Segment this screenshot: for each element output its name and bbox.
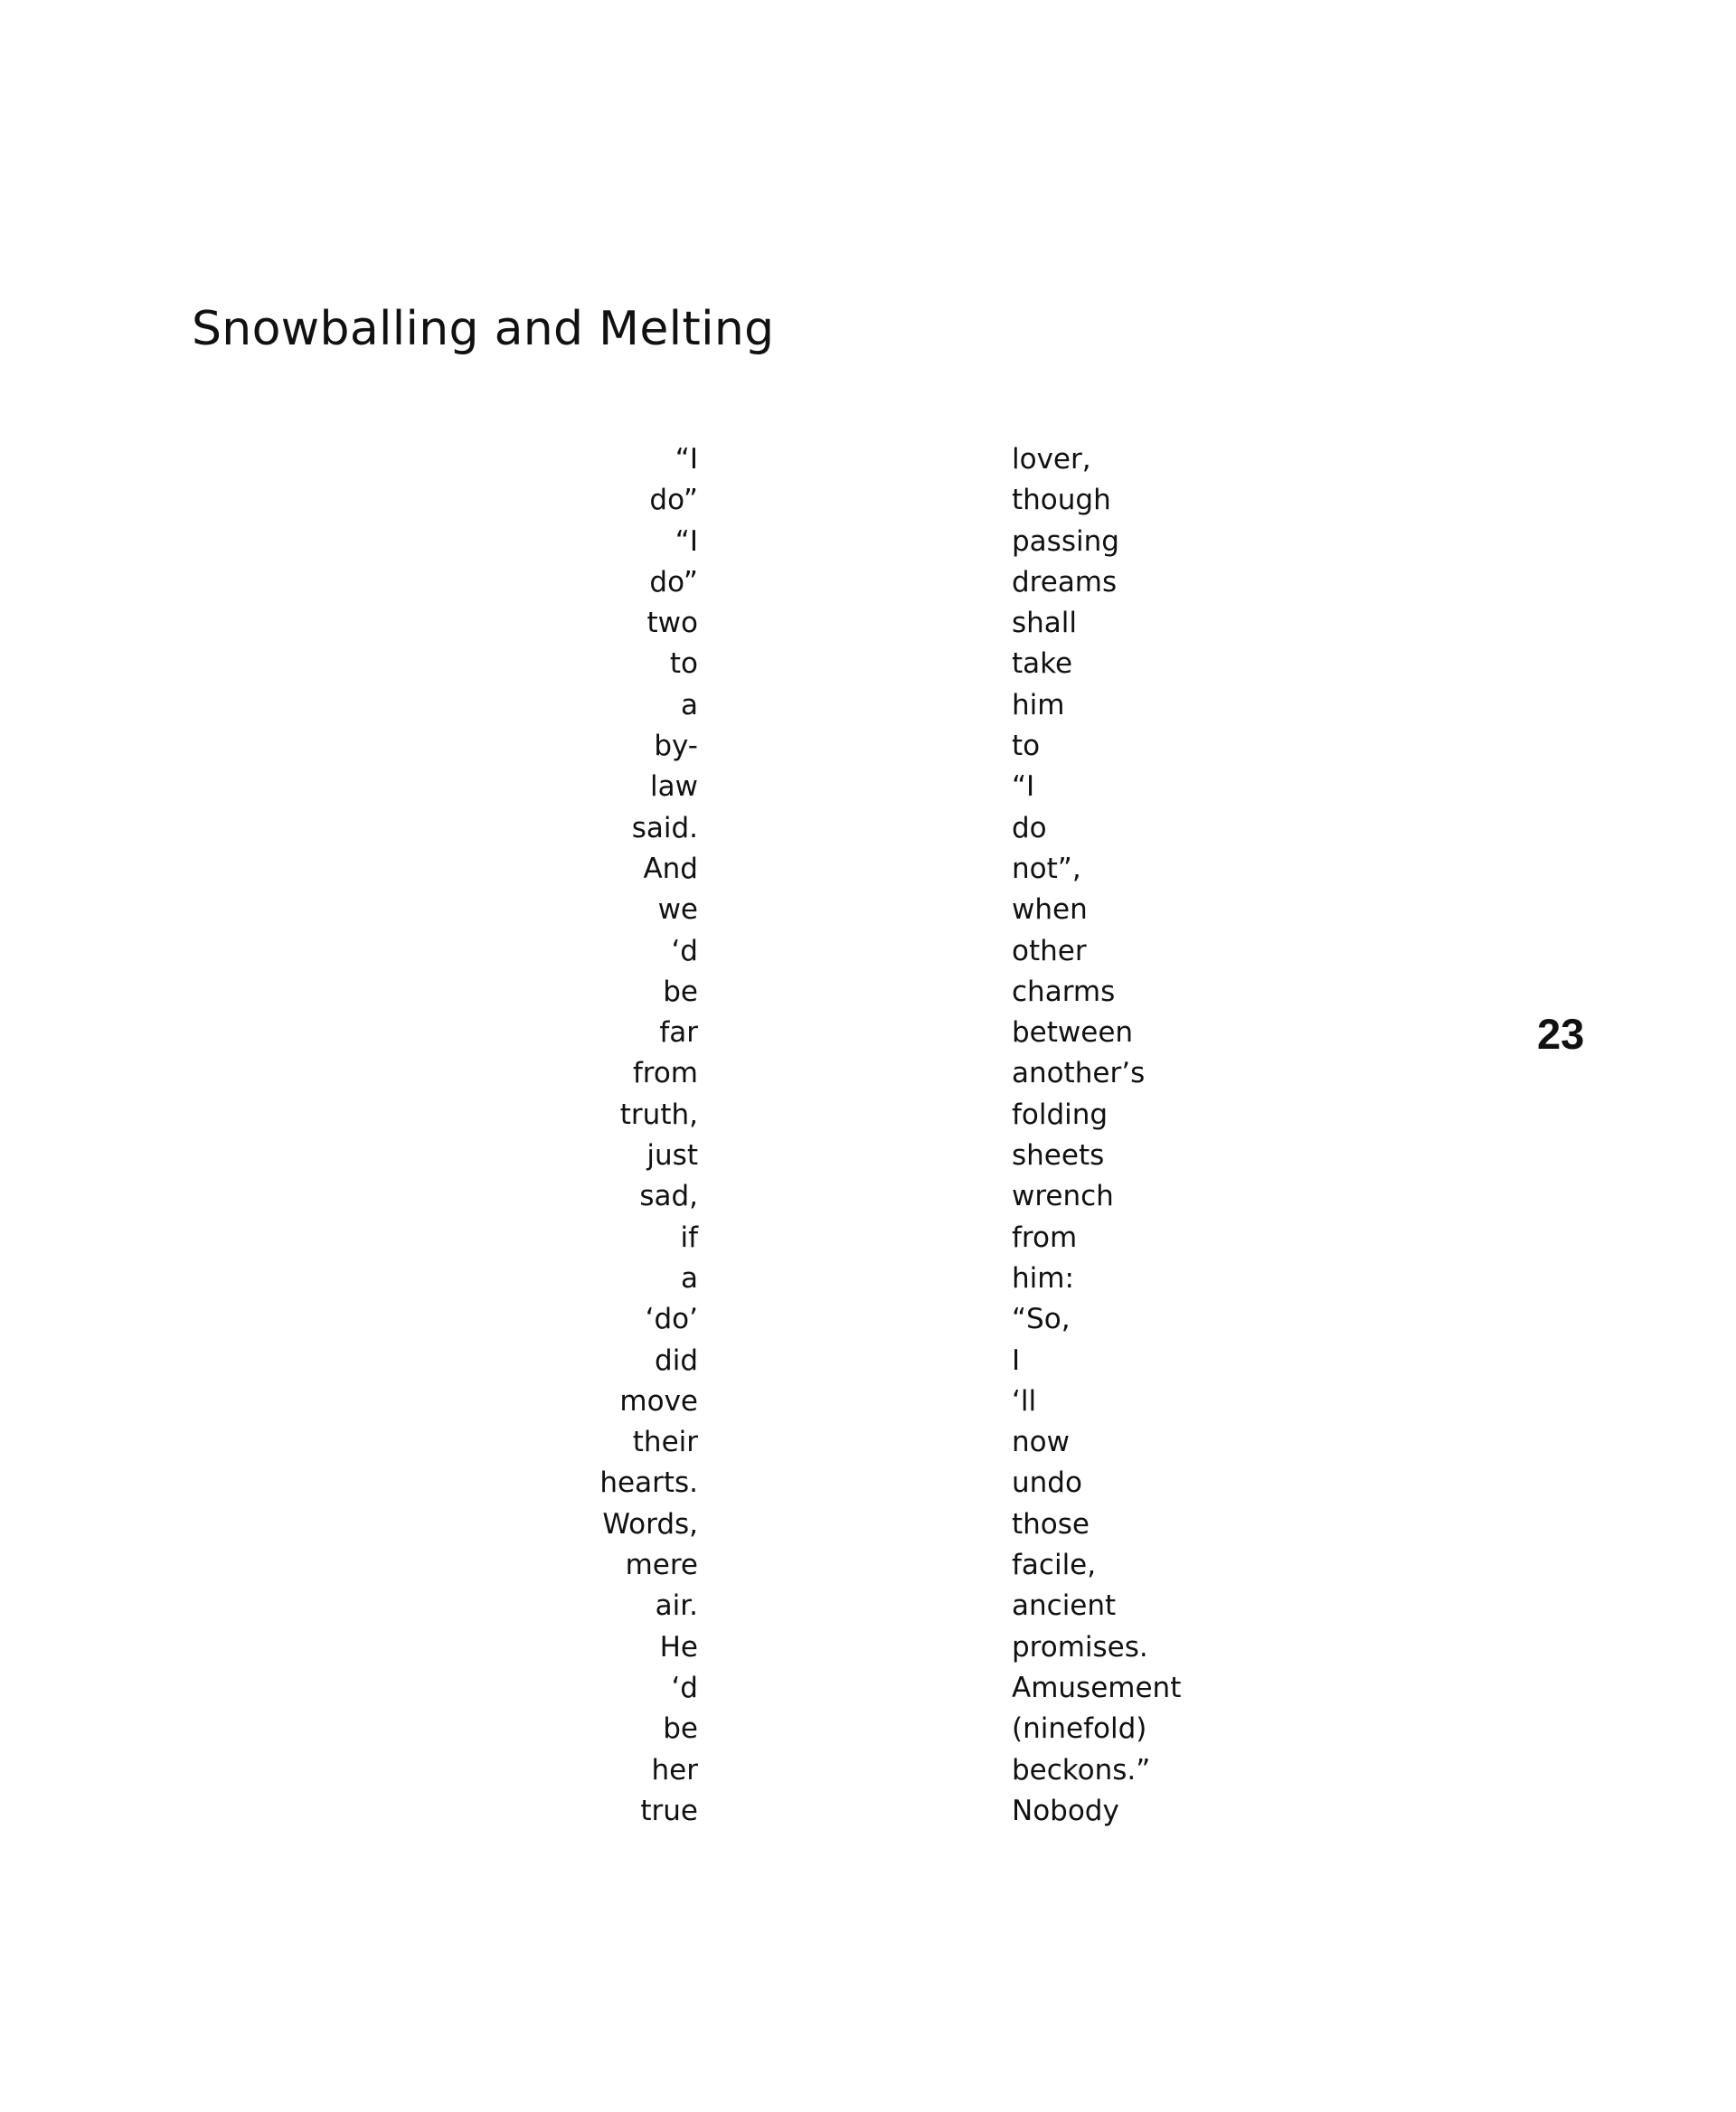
- page-title: Snowballing and Melting: [192, 302, 775, 356]
- poem-word-right: beckons.”: [1012, 1753, 1151, 1787]
- poem-word-left: be: [663, 975, 698, 1008]
- poem-word-left: a: [681, 1261, 698, 1295]
- poem-word-right: ‘ll: [1012, 1384, 1037, 1418]
- poem-word-left: be: [663, 1712, 698, 1746]
- poem-word-right: “I: [1012, 770, 1035, 804]
- poem-word-left: And: [643, 852, 698, 885]
- poem-word-left: their: [632, 1426, 698, 1459]
- poem-word-left: air.: [655, 1589, 698, 1623]
- poem-word-right: take: [1012, 647, 1073, 681]
- poem-word-right: another’s: [1012, 1057, 1146, 1090]
- poem-word-right: undo: [1012, 1466, 1082, 1500]
- poem-word-left: true: [640, 1794, 698, 1827]
- poem-word-left: did: [655, 1344, 698, 1377]
- poem-word-left: by-: [654, 730, 698, 763]
- poem-left-column: [599, 439, 698, 1832]
- poem-word-left: mere: [625, 1549, 698, 1582]
- poem-word-right: wrench: [1012, 1180, 1114, 1213]
- poem-word-right: him:: [1012, 1261, 1074, 1295]
- poem-word-left: two: [646, 607, 698, 640]
- poem-word-left: ‘d: [671, 934, 698, 967]
- poem-word-right: I: [1012, 1344, 1021, 1377]
- poem-word-right: those: [1012, 1507, 1090, 1541]
- poem-right-column: [1012, 439, 1181, 1832]
- poem-word-right: to: [1012, 730, 1041, 763]
- page-number: 23: [1537, 1010, 1585, 1058]
- poem-word-right: do: [1012, 811, 1047, 844]
- poem-word-left: “I: [675, 443, 698, 476]
- poem-word-right: folding: [1012, 1098, 1109, 1131]
- poem-word-left: truth,: [619, 1098, 698, 1131]
- poem-word-left: hearts.: [599, 1466, 698, 1500]
- poem-word-left: do”: [649, 484, 698, 517]
- poem-word-right: passing: [1012, 524, 1119, 558]
- poem-word-right: “So,: [1012, 1303, 1071, 1336]
- poem-word-left: move: [619, 1384, 698, 1418]
- poem-word-left: ‘do’: [645, 1303, 698, 1336]
- poem-word-left: her: [651, 1753, 698, 1787]
- poem-word-left: to: [669, 647, 698, 681]
- poem-word-left: “I: [675, 524, 698, 558]
- poem-word-right: Amusement: [1012, 1671, 1182, 1704]
- poem-word-right: other: [1012, 934, 1087, 967]
- poem-word-left: a: [681, 688, 698, 721]
- poem-word-right: ancient: [1012, 1589, 1117, 1623]
- poem-word-left: law: [650, 770, 698, 804]
- poem-word-right: Nobody: [1012, 1794, 1119, 1827]
- poem-word-right: between: [1012, 1016, 1134, 1050]
- poem-word-right: though: [1012, 484, 1111, 517]
- poem-word-right: charms: [1012, 975, 1116, 1008]
- poem-word-right: not”,: [1012, 852, 1081, 885]
- poem-word-left: sad,: [639, 1180, 698, 1213]
- poem-word-left: from: [632, 1057, 698, 1090]
- poem-word-right: when: [1012, 893, 1088, 927]
- poem-word-right: shall: [1012, 607, 1078, 640]
- poem-word-right: dreams: [1012, 565, 1118, 599]
- poem-word-right: promises.: [1012, 1630, 1148, 1664]
- poem-word-left: do”: [649, 565, 698, 599]
- poem-word-right: from: [1012, 1221, 1078, 1254]
- poem-word-right: sheets: [1012, 1139, 1105, 1173]
- poem-word-right: now: [1012, 1426, 1070, 1459]
- poem-word-left: just: [646, 1139, 698, 1173]
- poem-word-left: far: [659, 1016, 698, 1050]
- poem-word-left: He: [659, 1630, 698, 1664]
- poem-word-left: ‘d: [671, 1671, 698, 1704]
- poem-word-right: lover,: [1012, 443, 1091, 476]
- poem-word-left: Words,: [602, 1507, 698, 1541]
- poem-word-right: (ninefold): [1012, 1712, 1147, 1746]
- poem-word-right: facile,: [1012, 1549, 1097, 1582]
- poem-word-right: him: [1012, 688, 1065, 721]
- poem-word-left: said.: [631, 811, 698, 844]
- poem-word-left: we: [657, 893, 698, 927]
- poem-word-left: if: [680, 1221, 698, 1254]
